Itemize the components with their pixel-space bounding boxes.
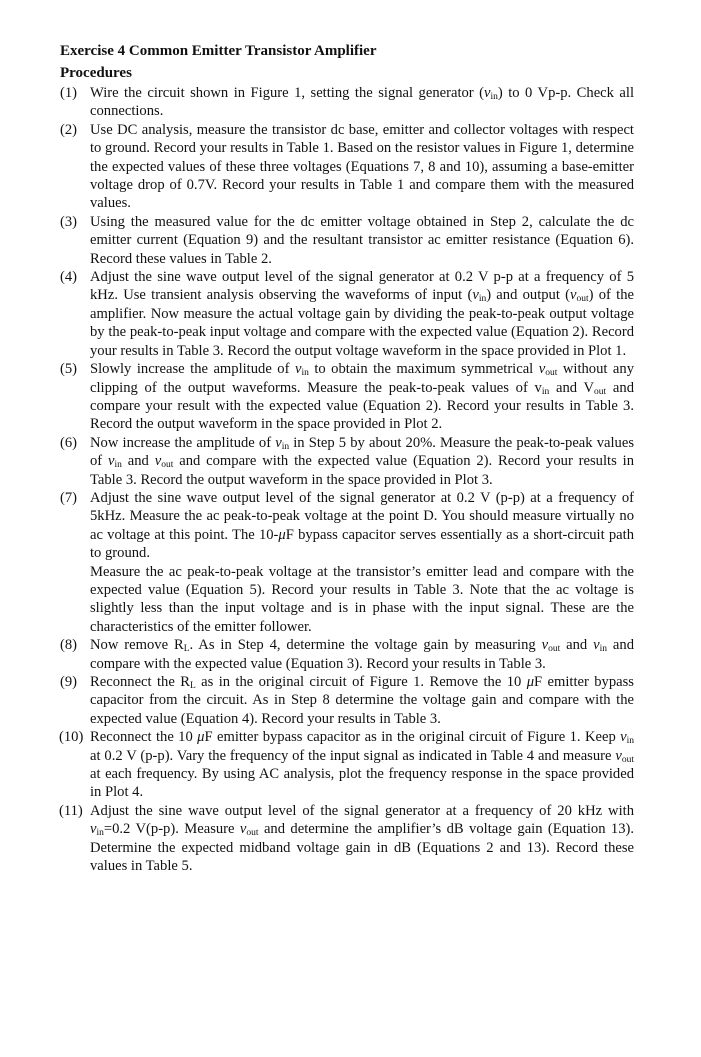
symbol-V: V [583,379,595,396]
step-text: and [121,453,155,470]
procedure-step-6 [60,434,634,489]
step-text: Adjust the sine wave output level of the signal generator at 0.2 V (p-p) at a frequency of 5kHz. Measure the ac peak-to-peak voltage at the point D. You should measure virtually no ac voltage at this point. The 10- [90,489,634,543]
step-text: Now remove R [90,637,184,654]
procedure-step-3 [60,213,634,268]
procedure-step-2 [60,121,634,213]
step-number: (3) [60,213,78,230]
step-text: ) and output ( [486,287,571,304]
step-number: (5) [60,361,78,378]
subscript-L: L [183,644,190,655]
step-number: (10) [59,729,84,746]
step-text: Wire the circuit shown in Figure 1, setting the signal generator ( [90,85,484,101]
step-text: Using the measured value for the dc emitter voltage obtained in Step 2, calculate the dc emitter current (Equation 9) and the resultant transistor ac emitter resistance (Equation 6). Record these values in Table 2. [90,213,634,267]
subscript-out: out [545,368,558,379]
subscript-in: in [541,386,550,397]
step-text: at 0.2 V (p-p). Vary the frequency of the input signal as indicated in Table 4 and measure [90,747,616,764]
procedures-heading: Procedures [60,65,132,81]
symbol-mu: μ [526,674,535,690]
symbol-v: v [472,287,479,304]
subscript-in: in [626,736,634,747]
subscript-in: in [478,294,487,305]
step-text: ) to 0 Vp-p. Check all connections. [90,85,635,120]
step-number: (9) [60,674,78,690]
subscript-out: out [246,828,259,839]
step-text: Slowly increase the amplitude of [90,361,295,378]
exercise-title: Exercise 4 Common Emitter Transistor Amplifier [60,43,377,59]
procedure-step-9 [60,673,634,728]
subscript-in: in [96,828,104,839]
symbol-v: v [534,379,542,396]
step-number: (7) [60,489,78,506]
procedure-step-10 [60,728,634,802]
step-text: and compare your result with the expected value (Equation 2). Record your results in Table 3. Record the output waveform in the space provided in Plot 2. [90,379,634,433]
procedure-step-7 [60,489,634,636]
step-text: and [549,379,584,396]
step-number: (4) [60,269,78,286]
symbol-v: v [570,287,577,304]
step-number: (8) [60,637,78,654]
subscript-in: in [281,441,290,452]
step-text: Use DC analysis, measure the transistor dc base, emitter and collector voltages with respect to ground. Record your results in Table 1. Based on the resistor values in Figure 1, determine the expected values of these three voltages (Equations 7, 8 and 10), assuming a base-emitter voltage drop of 0.7V. Record your results in Table 1 and compare them with the measured values. [90,121,634,212]
symbol-v: v [108,453,115,470]
step-text: F bypass capacitor serves essentially as a short-circuit path to ground. [90,526,634,562]
step-number: (2) [60,121,78,138]
step-text: Adjust the sine wave output level of the signal generator at a frequency of 20 kHz with [90,802,634,819]
symbol-v: v [484,85,491,101]
symbol-v: v [620,729,627,746]
step-text: Adjust the sine wave output level of the signal generator at 0.2 V p-p at a frequency of 5 kHz. Use transient analysis observing the waveforms of input ( [90,269,634,304]
subscript-out: out [621,754,634,765]
subscript-out: out [161,460,174,471]
symbol-v: v [541,637,549,654]
step-text: ) of the amplifier. Now measure the actual voltage gain by dividing the peak-to-peak output voltage by the peak-to-peak input voltage and compare with the expected value (Equation 2). Record your results in Table 3. Record the output voltage waveform in the space provided in Plot 1. [90,287,634,359]
symbol-mu: μ [278,526,286,543]
symbol-v: v [275,434,282,451]
subscript-L: L [189,681,196,691]
step-text: . As in Step 4, determine the voltage gain by measuring [189,637,542,654]
step-number: (1) [60,85,78,101]
step-text: in Step 5 by about 20%. Measure the peak-to-peak values of [90,434,634,470]
subscript-out: out [594,386,607,397]
step-text: as in the original circuit of Figure 1. Remove the 10 [195,674,527,690]
symbol-v: v [154,453,162,470]
procedure-step-1 [60,84,634,121]
procedure-step-4 [60,268,634,360]
subscript-in: in [301,368,309,379]
step-text: Reconnect the 10 [90,729,198,746]
symbol-v: v [239,821,247,838]
procedure-step-8 [60,636,634,673]
step-text: and compare with the expected value (Equation 2). Record your results in Table 3. Record the output waveform in the space provided in Plot 3. [90,453,634,488]
symbol-v: v [593,637,600,654]
procedure-step-5 [60,360,634,434]
subscript-in: in [490,92,498,102]
subscript-in: in [114,460,122,471]
subscript-out: out [548,644,561,655]
step-text: at each frequency. By using AC analysis, plot the frequency response in the space provided in Plot 4. [90,766,634,801]
step-text: and determine the amplifier’s dB voltage gain (Equation 13). Determine the expected midband voltage gain in dB (Equations 2 and 13). Record these values in Table 5. [90,821,634,875]
step-number: (6) [60,434,78,451]
subscript-out: out [576,294,589,305]
procedure-list [60,84,634,875]
step-paragraph: Measure the ac peak-to-peak voltage at the transistor’s emitter lead and compare with the expected value (Equation 5). Record your results in Table 3. Note that the ac voltage is slightly less than the input voltage and is in phase with the input signal. These are the characteristics of the emitter follower. [90,563,634,635]
step-text: and [560,637,594,654]
step-text: and compare with the expected value (Equation 3). Record your results in Table 3. [90,637,635,672]
symbol-v: v [294,361,302,378]
symbol-v: v [90,821,97,838]
step-text: Now increase the amplitude of [90,434,276,451]
step-text: =0.2 V(p-p). Measure [103,821,240,838]
symbol-mu: μ [197,729,205,746]
step-number: (11) [59,802,83,819]
symbol-v: v [538,361,546,378]
subscript-in: in [599,644,608,655]
procedure-step-11 [60,802,634,876]
symbol-v: v [615,747,622,764]
step-text: F emitter bypass capacitor from the circuit. As in Step 8 determine the voltage gain and compare with the expected value (Equation 4). Record your results in Table 3. [90,674,634,727]
step-text: to obtain the maximum symmetrical [308,361,539,378]
step-text: without any clipping of the output waveforms. Measure the peak-to-peak values of [90,361,634,396]
step-text: F emitter bypass capacitor as in the original circuit of Figure 1. Keep [204,729,621,746]
step-text: Reconnect the R [90,674,190,690]
